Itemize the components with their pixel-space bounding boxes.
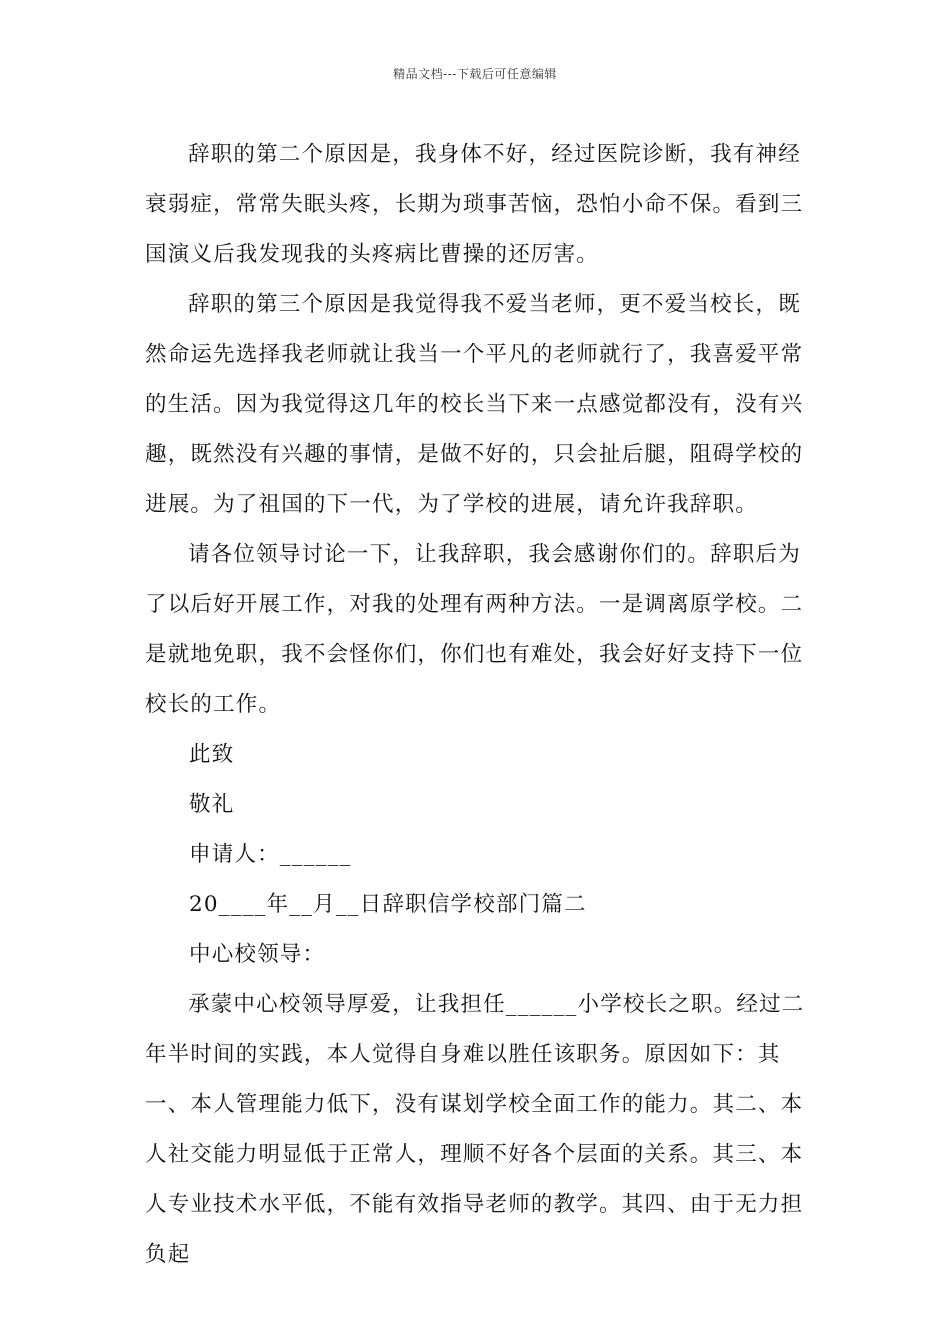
paragraph-reason-two: 辞职的第二个原因是，我身体不好，经过医院诊断，我有神经衰弱症，常常失眠头疼，长期为琐事苦恼，恐怕小命不保。看到三国演义后我发现我的头疼病比曹操的还厉害。 bbox=[145, 142, 804, 267]
applicant-line: 申请人：______ bbox=[189, 842, 352, 867]
salutation: 此致 bbox=[189, 742, 235, 767]
page-header: 精品文档---下载后可任意编辑 bbox=[393, 67, 557, 81]
paragraph-reason-three: 辞职的第三个原因是我觉得我不爱当老师，更不爱当校长，既然命运先选择我老师就让我当一个平凡的老师就行了，我喜爱平常的生活。因为我觉得这几年的校长当下来一点感觉都没有，没有兴趣，既然没有兴趣的事情，是做不好的，只会扯后腿，阻碍学校的进展。为了祖国的下一代，为了学校的进展，请允许我辞职。 bbox=[145, 292, 804, 517]
paragraph-letter-two: 承蒙中心校领导厚爱，让我担任______小学校长之职。经过二年半时间的实践，本人觉得自身难以胜任该职务。原因如下：其一、本人管理能力低下，没有谋划学校全面工作的能力。其二、本人社交能力明显低于正常人，理顺不好各个层面的关系。其三、本人专业技术水平低，不能有效指导老师的教学。其四、由于无力担负起 bbox=[145, 992, 805, 1267]
paragraph-request: 请各位领导讨论一下，让我辞职，我会感谢你们的。辞职后为了以后好开展工作，对我的处理有两种方法。一是调离原学校。二是就地免职，我不会怪你们，你们也有难处，我会好好支持下一位校长的工作。 bbox=[145, 542, 804, 717]
document-body bbox=[145, 130, 805, 1280]
regards: 敬礼 bbox=[189, 792, 235, 817]
addressee-line: 中心校领导： bbox=[189, 942, 326, 967]
date-title-line: 20____年__月__日辞职信学校部门篇二 bbox=[189, 892, 587, 917]
